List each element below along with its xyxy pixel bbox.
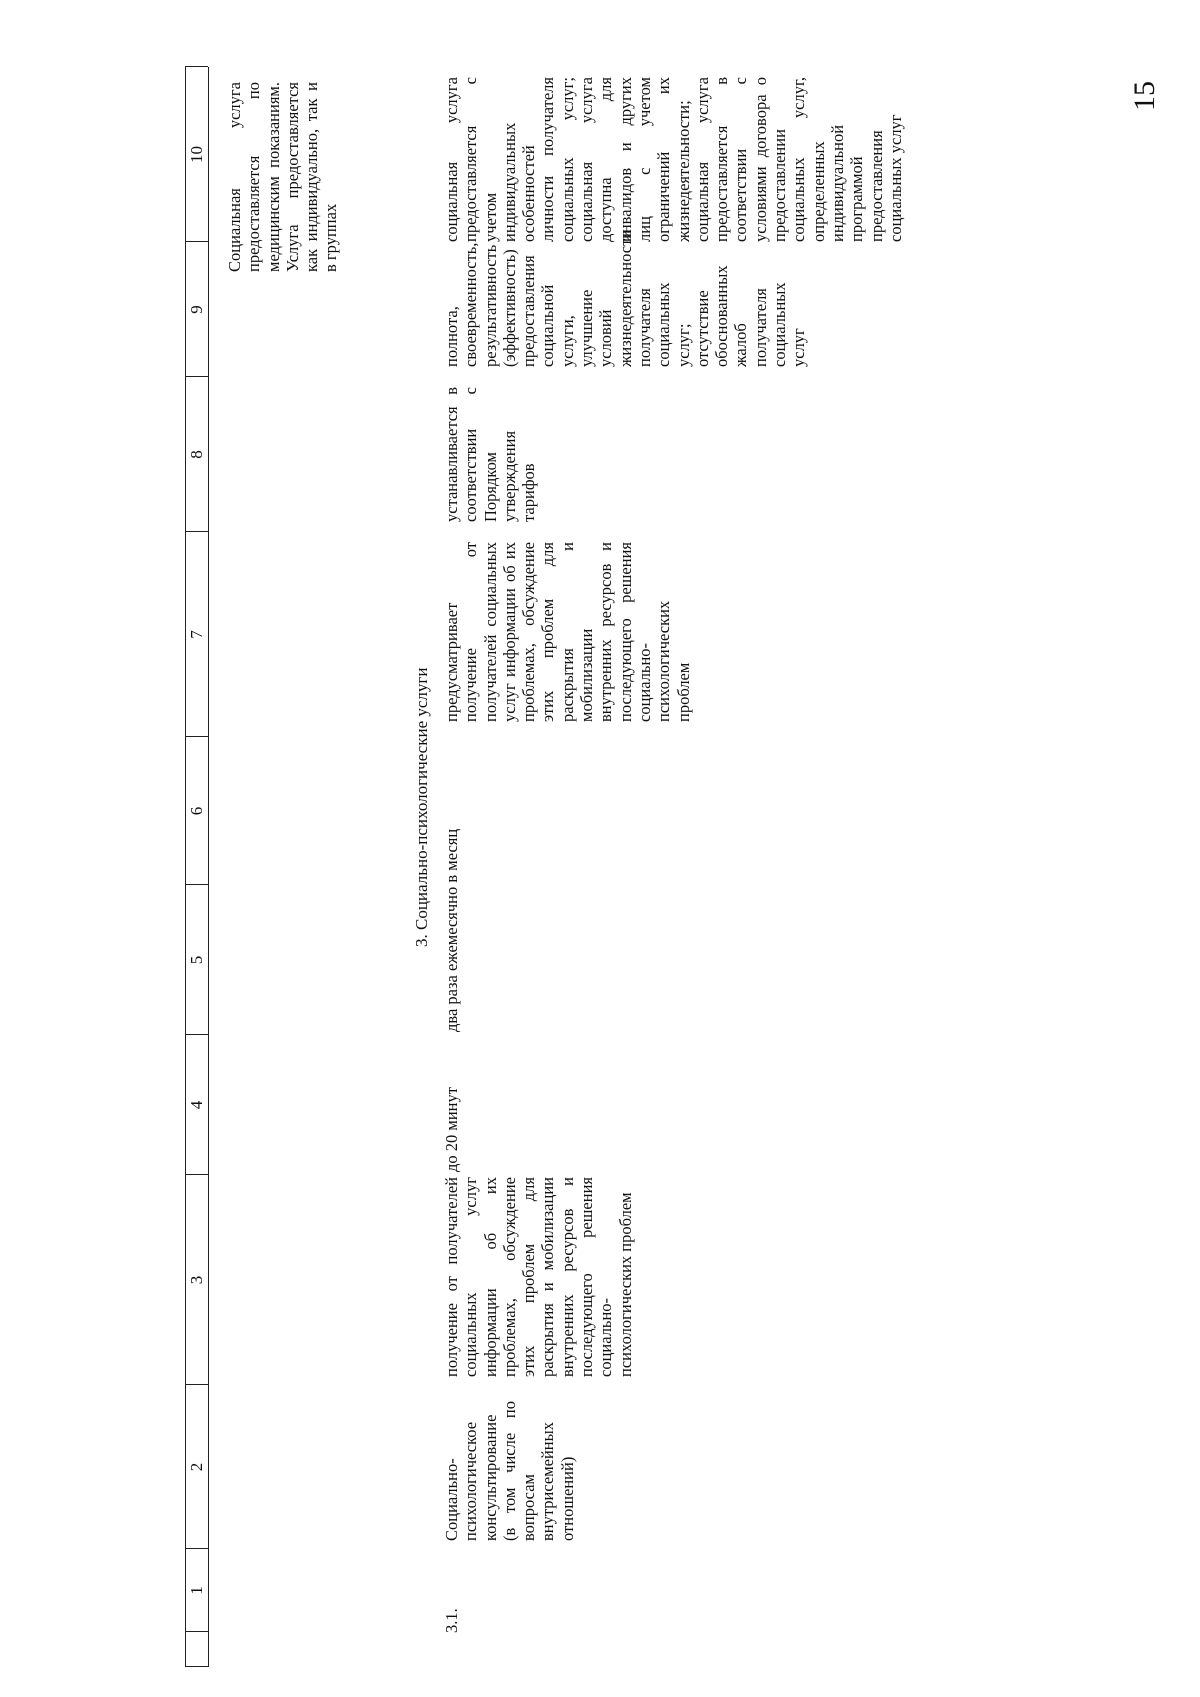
cell-line: до 20 минут bbox=[442, 1087, 461, 1172]
page-number: 15 bbox=[1128, 81, 1161, 111]
header-col-7: 7 bbox=[187, 630, 206, 639]
column-divider bbox=[185, 1631, 208, 1632]
section-title: 3. Социально-психологические услуги bbox=[412, 667, 431, 947]
cell-line: предусматривает получение от получателей социальных услуг информации об их проблемах, обсуждение этих проблем для раскрытия и мобилизации внутренних ресурсов и последующего решения социально-психологических проблем bbox=[442, 542, 693, 722]
table-border bbox=[208, 67, 209, 1667]
column-divider bbox=[185, 1548, 208, 1549]
header-col-1: 1 bbox=[187, 1586, 206, 1595]
header-col-4: 4 bbox=[187, 1100, 206, 1110]
cell-line: Социально-психологическое консультирование (в том числе по вопросам внутрисемейных отношений) bbox=[442, 1401, 577, 1541]
column-divider bbox=[185, 66, 208, 67]
column-divider bbox=[185, 376, 208, 377]
header-col-9: 9 bbox=[187, 305, 206, 314]
row-service-conditions bbox=[442, 77, 905, 242]
cell-line: 3.1. bbox=[442, 1608, 461, 1633]
cell-line: Социальная услуга предоставляется по медицинским показаниям. Услуга предоставляется как индивидуально, так и в группах bbox=[225, 82, 341, 272]
cell-line: два раза ежемесячно в месяц bbox=[442, 828, 461, 1032]
row-service-description bbox=[442, 542, 693, 722]
cell-line: получение от получателей социальных услуг информации об их проблемах, обсуждение этих проблем для раскрытия и мобилизации внутренних ресурсов и последующего решения социально-психологических проблем bbox=[442, 1177, 635, 1377]
column-divider bbox=[185, 531, 208, 532]
column-divider bbox=[185, 884, 208, 885]
header-col-10: 10 bbox=[187, 146, 206, 163]
column-divider bbox=[185, 1666, 208, 1667]
column-divider bbox=[185, 1034, 208, 1035]
header-col-6: 6 bbox=[187, 806, 206, 816]
top-col10-text bbox=[225, 82, 341, 272]
header-col-8: 8 bbox=[187, 450, 206, 459]
row-service-name bbox=[442, 1401, 577, 1541]
header-col-3: 3 bbox=[187, 1275, 206, 1285]
cell-line: полнота, своевременность, результативность (эффективность) предоставления социальной услуги, улучшение условий жизнедеятельности получателя социальных услуг; отсутствие обоснованных жалоб получателя социальных услуг bbox=[442, 229, 809, 367]
row-frequency bbox=[442, 777, 461, 1032]
row-quality-indicators bbox=[442, 229, 809, 367]
column-divider bbox=[185, 736, 208, 737]
cell-line: социальная услуга предоставляется с учетом индивидуальных особенностей личности получателя социальных услуг; социальная услуга доступна для инвалидов и других лиц с учетом ограничений их жизнедеятельности; социальная услуга предоставляется в соответствии с условиями договора о предоставлении социальных услуг, определенных индивидуальной программой предоставления социальных услуг bbox=[442, 77, 905, 242]
header-col-2: 2 bbox=[187, 1462, 206, 1472]
row-number bbox=[442, 1573, 461, 1633]
header-col-5: 5 bbox=[187, 955, 206, 965]
column-divider bbox=[185, 1174, 208, 1175]
row-tariff bbox=[442, 387, 538, 522]
cell-line: устанавливается в соответствии с Порядком утверждения тарифов bbox=[442, 387, 539, 522]
row-duration bbox=[442, 1052, 461, 1172]
column-divider bbox=[185, 1384, 208, 1385]
row-service-content bbox=[442, 1177, 635, 1377]
column-divider bbox=[185, 241, 208, 242]
table-border bbox=[185, 67, 186, 1667]
